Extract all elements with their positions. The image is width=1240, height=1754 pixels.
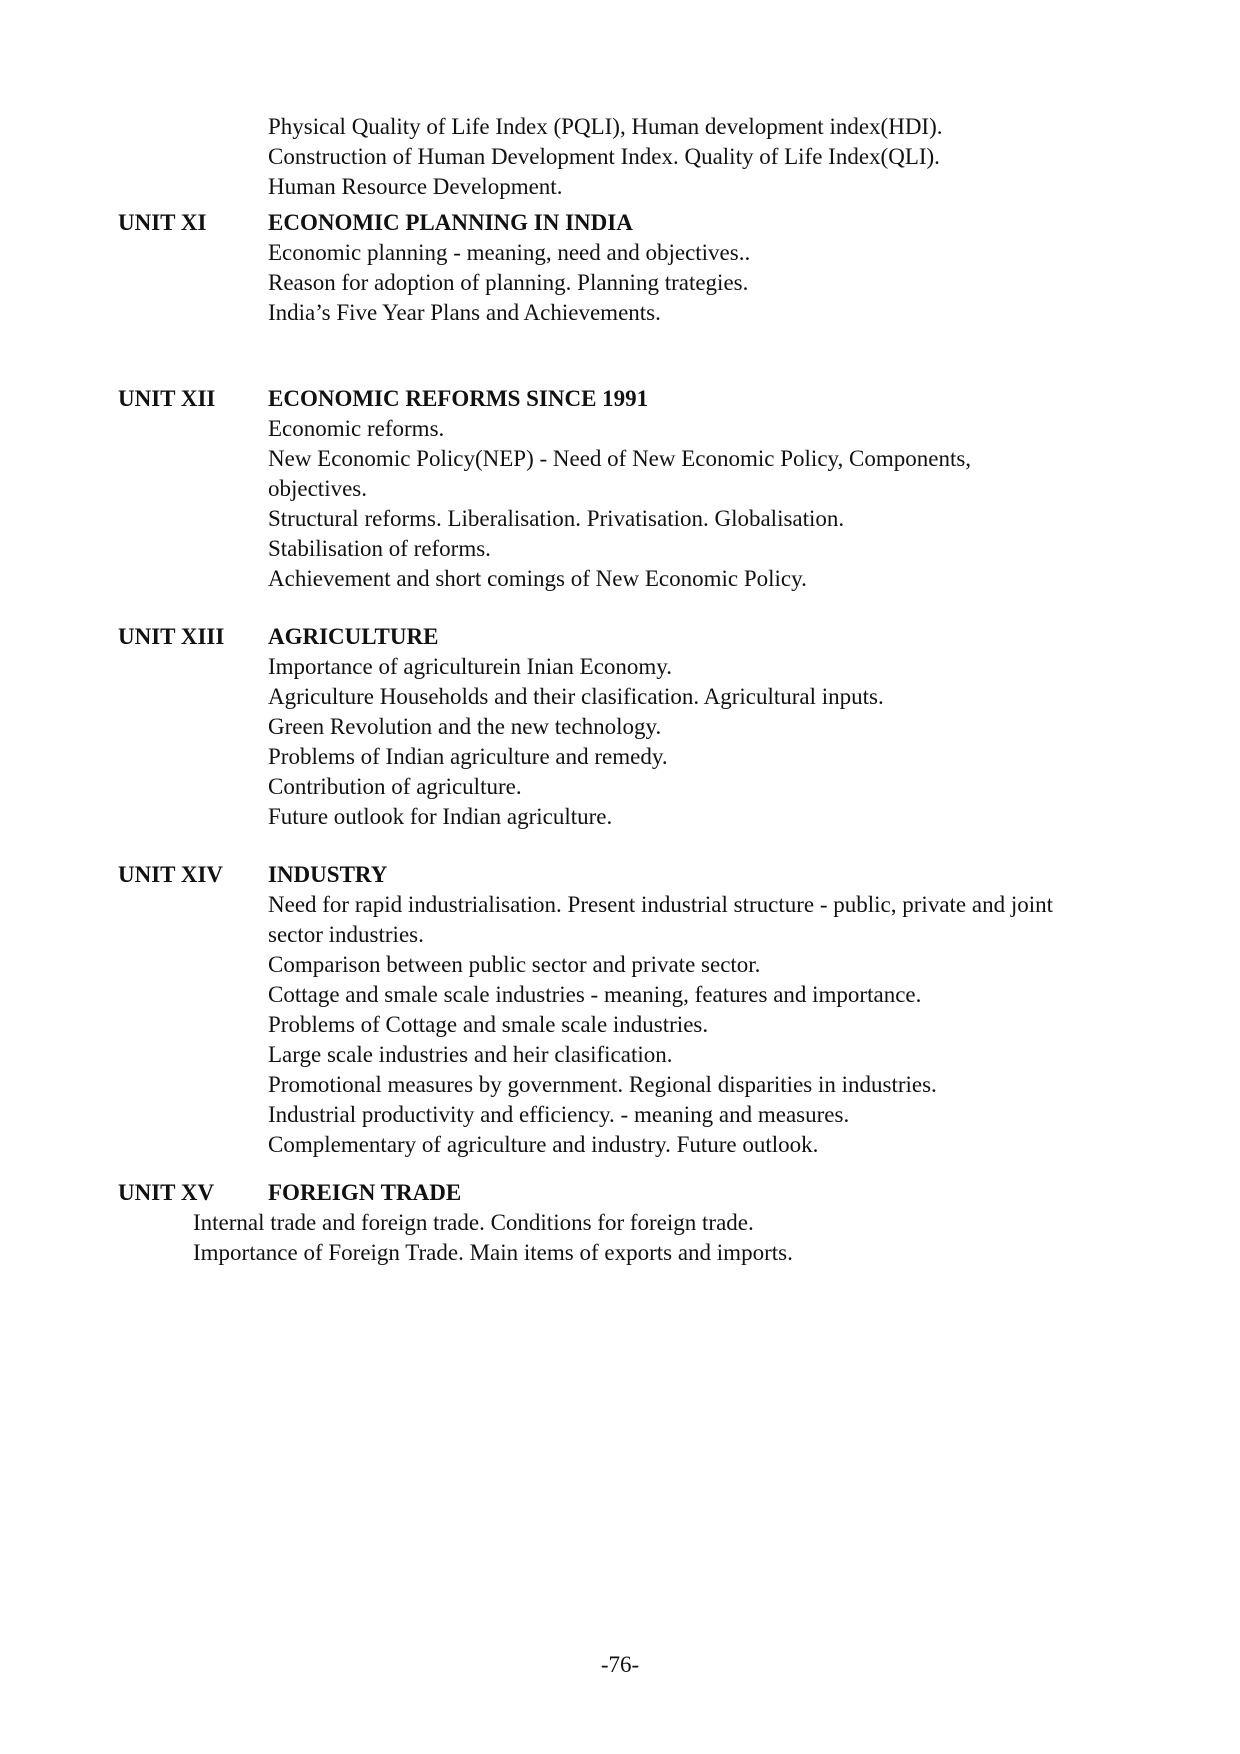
- topic-line: Importance of agriculturein Inian Economy.: [268, 654, 673, 679]
- intro-section: [268, 112, 1168, 202]
- topic-line: Contribution of agriculture.: [268, 774, 522, 799]
- topic-line: Promotional measures by government. Regional disparities in industries.: [268, 1072, 937, 1097]
- topic-line: Reason for adoption of planning. Planning trategies.: [268, 270, 749, 295]
- unit-label: UNIT XIII: [118, 624, 225, 649]
- intro-line: Human Resource Development.: [268, 174, 563, 199]
- topic-line: Importance of Foreign Trade. Main items of exports and imports.: [193, 1240, 793, 1265]
- topic-line: Problems of Indian agriculture and remedy.: [268, 744, 668, 769]
- topic-line: Cottage and smale scale industries - meaning, features and importance.: [268, 982, 922, 1007]
- topic-line: Economic planning - meaning, need and objectives..: [268, 240, 751, 265]
- topic-line: Complementary of agriculture and industry. Future outlook.: [268, 1132, 819, 1157]
- unit-label: UNIT XII: [118, 386, 216, 411]
- unit-title: ECONOMIC REFORMS SINCE 1991: [268, 386, 649, 411]
- topic-line: Comparison between public sector and private sector.: [268, 952, 761, 977]
- unit-title: INDUSTRY: [268, 862, 388, 887]
- topic-line: New Economic Policy(NEP) - Need of New Economic Policy, Components, objectives.: [268, 446, 972, 501]
- unit-title: ECONOMIC PLANNING IN INDIA: [268, 210, 633, 235]
- unit-xi-section: [118, 208, 1118, 328]
- unit-topics: [268, 238, 1088, 328]
- page-number: -76-: [600, 1652, 640, 1677]
- topic-line: Structural reforms. Liberalisation. Privatisation. Globalisation.: [268, 506, 845, 531]
- topic-line: Industrial productivity and efficiency. - meaning and measures.: [268, 1102, 850, 1127]
- topic-line: Large scale industries and heir clasification.: [268, 1042, 673, 1067]
- unit-label: UNIT XV: [118, 1180, 215, 1205]
- unit-title: FOREIGN TRADE: [268, 1180, 462, 1205]
- topic-line: Future outlook for Indian agriculture.: [268, 804, 613, 829]
- topic-line: Agriculture Households and their clasification. Agricultural inputs.: [268, 684, 884, 709]
- unit-label: UNIT XIV: [118, 862, 224, 887]
- unit-xiii-section: [118, 622, 1118, 832]
- topic-line: Need for rapid industrialisation. Present industrial structure - public, private and joint sector industries.: [268, 892, 1053, 947]
- topic-line: Achievement and short comings of New Economic Policy.: [268, 566, 807, 591]
- topic-line: Green Revolution and the new technology.: [268, 714, 662, 739]
- topic-line: Problems of Cottage and smale scale industries.: [268, 1012, 709, 1037]
- unit-title: AGRICULTURE: [268, 624, 439, 649]
- unit-topics: [268, 652, 1088, 832]
- unit-topics: [193, 1208, 1013, 1268]
- unit-label: UNIT XI: [118, 210, 207, 235]
- topic-line: Internal trade and foreign trade. Conditions for foreign trade.: [193, 1210, 754, 1235]
- topic-line: Stabilisation of reforms.: [268, 536, 491, 561]
- topic-line: India’s Five Year Plans and Achievements.: [268, 300, 661, 325]
- unit-topics: [268, 414, 1088, 594]
- unit-xv-section: [118, 1178, 1118, 1268]
- intro-line: Physical Quality of Life Index (PQLI), Human development index(HDI).: [268, 114, 943, 139]
- unit-topics: [268, 890, 1088, 1160]
- unit-xii-section: [118, 384, 1118, 594]
- intro-line: Construction of Human Development Index. Quality of Life Index(QLI).: [268, 144, 940, 169]
- unit-xiv-section: [118, 860, 1118, 1160]
- topic-line: Economic reforms.: [268, 416, 445, 441]
